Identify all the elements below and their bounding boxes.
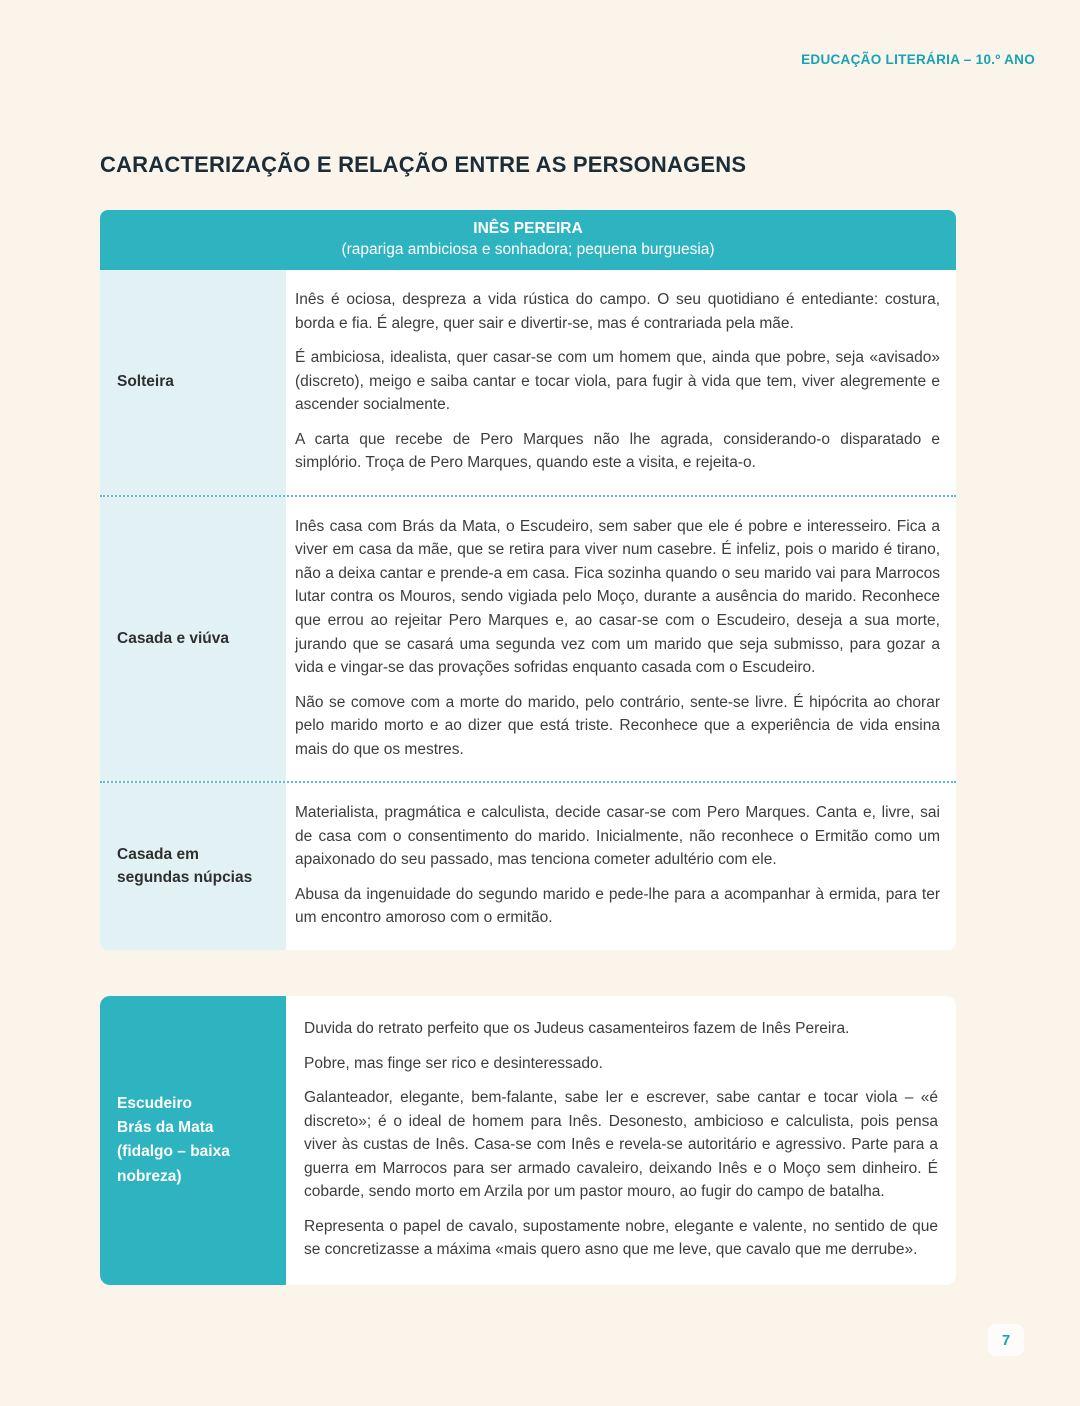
paragraph: Inês casa com Brás da Mata, o Escudeiro, sem saber que ele é pobre e interesseiro. Fica a viver em casa da mãe, que se retira para viver num casebre. É infeliz, pois o marido é tirano, não a deixa cantar e prende-a em casa. Fica sozinha quando o seu marido vai para Marrocos lutar contra os Mouros, sendo vigiada pelo Moço, durante a ausência do marido. Reconhece que errou ao rejeitar Pero Marques e, ao casar-se com o Escudeiro, deseja a sua morte, jurando que se casará uma segunda vez com um marido que seja submisso, para gozar a vida e vingar-se das provações sofridas enquanto casada com o Escudeiro. [295,517,940,677]
block-label-line: Escudeiro [117,1095,192,1113]
block-label-line: Brás da Mata [117,1119,214,1137]
paragraph: Abusa da ingenuidade do segundo marido e pede-lhe para a acompanhar à ermida, para ter um encontro amoroso com o ermitão. [295,885,940,927]
table-header-subtitle: (rapariga ambiciosa e sonhadora; pequena burguesia) [341,241,715,258]
table-row-casada-e-viuva [100,495,956,781]
running-header: EDUCAÇÃO LITERÁRIA – 10.º ANO [801,52,1035,67]
ines-pereira-table [100,210,956,950]
page-title: CARACTERIZAÇÃO E RELAÇÃO ENTRE AS PERSONAGENS [100,152,747,177]
row-label-solteira: Solteira [100,270,286,495]
paragraph: Galanteador, elegante, bem-falante, sabe ler e escrever, sabe cantar e tocar viola – «é discreto»; é o ideal de homem para Inês. Desonesto, ambicioso e calculista, pois pensa viver às custas de Inês. Casa-se com Inês e revela-se autoritário e agressivo. Parte para a guerra em Marrocos para ser armado cavaleiro, deixando Inês e o Moço sem dinheiro. É cobarde, sendo morto em Arzila por um pastor mouro, ao fugir do campo de batalha. [304,1089,938,1201]
escudeiro-block [100,996,956,1285]
page-content [100,152,956,1285]
table-header-title: INÊS PEREIRA [473,220,583,237]
row-content-casada-em-segundas-nupcias [286,783,956,950]
table-row-solteira [100,270,956,495]
table-row-casada-em-segundas-nupcias [100,781,956,950]
paragraph: Inês é ociosa, despreza a vida rústica do campo. O seu quotidiano é entediante: costura, borda e fia. É alegre, quer sair e divertir-se, mas é contrariada pela mãe. [295,291,940,332]
page-number: 7 [988,1324,1024,1356]
paragraph: Duvida do retrato perfeito que os Judeus casamenteiros fazem de Inês Pereira. [304,1020,850,1038]
escudeiro-block-label [100,996,286,1285]
paragraph: Materialista, pragmática e calculista, decide casar-se com Pero Marques. Canta e, livre, sai de casa com o consentimento do marido. Inicialmente, não reconhece o Ermitão como um apaixonado do seu passado, mas tenciona cometer adultério com ele. [295,804,940,869]
paragraph: Não se comove com a morte do marido, pelo contrário, sente-se livre. É hipócrita ao chorar pelo marido morto e ao dizer que está triste. Reconhece que a experiência de vida ensina mais do que os mestres. [295,693,940,758]
escudeiro-block-content [286,996,956,1285]
row-content-casada-e-viuva [286,497,956,781]
table-header [100,210,956,270]
row-label-casada-em-segundas-nupcias: Casada em segundas núpcias [100,783,286,950]
row-content-solteira [286,270,956,495]
paragraph: Pobre, mas finge ser rico e desinteressado. [304,1054,603,1072]
paragraph: Representa o papel de cavalo, supostamente nobre, elegante e valente, no sentido de que se concretizasse a máxima «mais quero asno que me leve, que cavalo que me derrube». [304,1217,938,1259]
block-label-line: (fidalgo – baixa nobreza) [117,1143,230,1185]
row-label-casada-e-viuva: Casada e viúva [100,497,286,781]
paragraph: A carta que recebe de Pero Marques não lhe agrada, considerando-o disparatado e simplório. Troça de Pero Marques, quando este a visita, e rejeita-o. [295,430,940,472]
paragraph: É ambiciosa, idealista, quer casar-se com um homem que, ainda que pobre, seja «avisado» (discreto), meigo e saiba cantar e tocar viola, para fugir à vida que tem, viver alegremente e ascender socialmente. [295,349,940,414]
